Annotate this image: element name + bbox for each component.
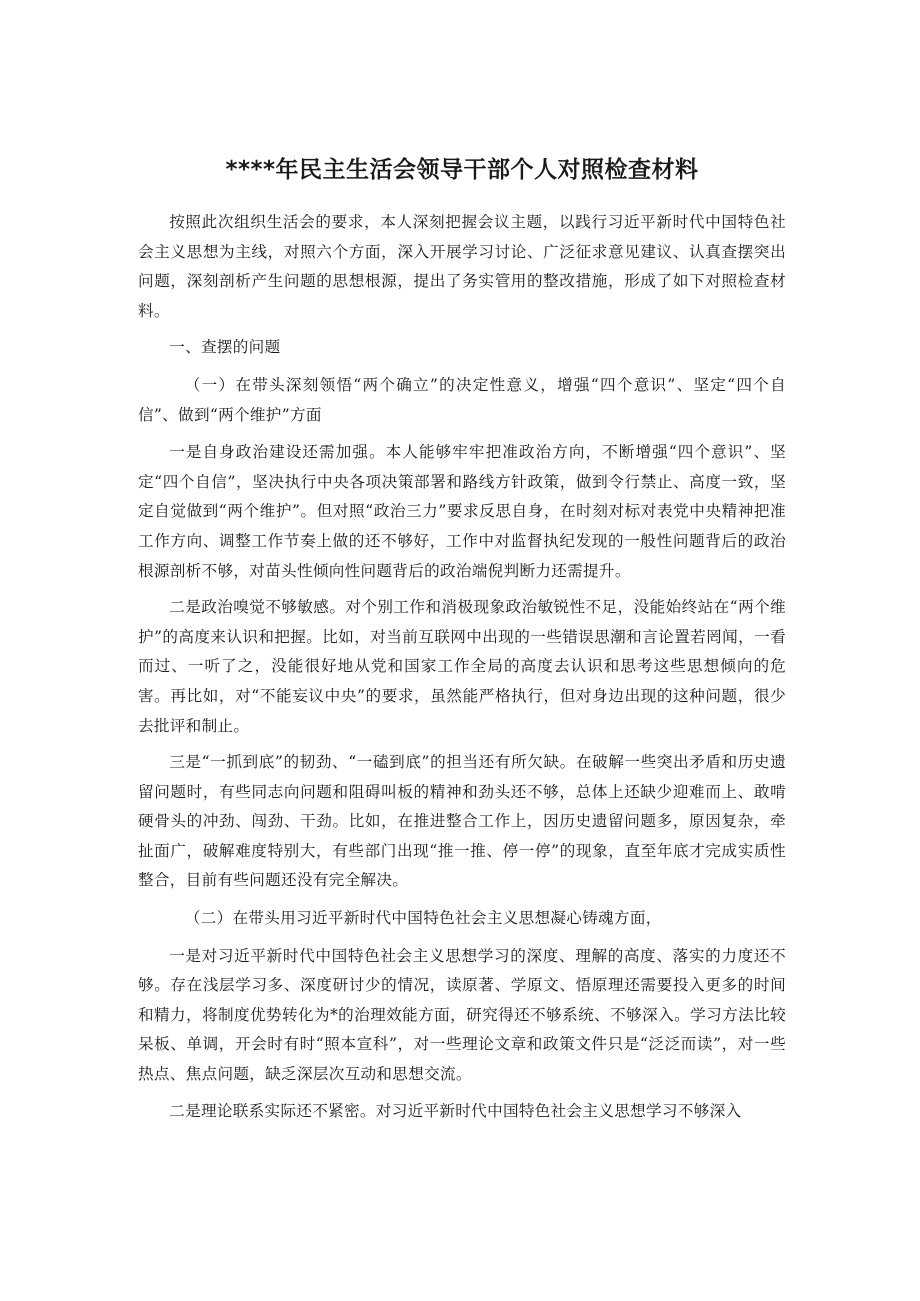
paragraph-theory-practice: 二是理论联系实际还不紧密。对习近平新时代中国特色社会主义思想学习不够深入 [169,1101,742,1120]
paragraph-perseverance: 三是“一抓到底”的韧劲、“一磕到底”的担当还有所欠缺。在破解一些突出矛盾和历史遗留问题时，有些同志向问题和阻碍叫板的精神和劲头还不够，总体上还缺少迎难而上、敢啃硬骨头的冲劲、闯劲、干劲。比如，在推进整合工作上，因历史遗留问题多，原因复杂，牵扯面广，破解难度特别大，有些部门出现“推一推、停一停”的现象，直至年底才完成实质性整合，目前有些问题还没有完全解决。 [138,753,786,890]
subsection-heading-1: （一）在带头深刻领悟“两个确立”的决定性意义，增强“四个意识”、坚定“四个自信”、做到“两个维护”方面 [138,375,786,424]
paragraph-political-sensitivity: 二是政治嗅觉不够敏感。对个别工作和消极现象政治敏锐性不足，没能始终站在“两个维护”的高度来认识和把握。比如，对当前互联网中出现的一些错误思潮和言论置若罔闻，一看而过、一听了之，没能很好地从党和国家工作全局的高度去认识和思考这些思想倾向的危害。再比如，对“不能妄议中央”的要求，虽然能严格执行，但对身边出现的这种问题，很少去批评和制止。 [138,598,786,735]
subsection-heading-2: （二）在带头用习近平新时代中国特色社会主义思想凝心铸魂方面， [184,909,662,928]
intro-paragraph: 按照此次组织生活会的要求，本人深刻把握会议主题，以践行习近平新时代中国特色社会主义思想为主线，对照六个方面，深入开展学习讨论、广泛征求意见建议、认真查摆突出问题，深刻剖析产生问题的思想根源，提出了务实管用的整改措施，形成了如下对照检查材料。 [138,213,786,320]
document-page [138,150,786,1126]
document-title: ****年民主生活会领导干部个人对照检查材料 [225,157,699,183]
paragraph-theory-study: 一是对习近平新时代中国特色社会主义思想学习的深度、理解的高度、落实的力度还不够。存在浅层学习多、深度研讨少的情况，读原著、学原文、悟原理还需要投入更多的时间和精力，将制度优势转化为*的治理效能方面，研究得还不够系统、不够深入。学习方法比较呆板、单调，开会时有时“照本宣科”，对一些理论文章和政策文件只是“泛泛而读”，对一些热点、焦点问题，缺乏深层次互动和思想交流。 [138,946,786,1084]
section-heading-problems: 一、查摆的问题 [169,338,281,357]
paragraph-political-building: 一是自身政治建设还需加强。本人能够牢牢把准政治方向，不断增强“四个意识”、坚定“四个自信”，坚决执行中央各项决策部署和路线方针政策，做到令行禁止、高度一致，坚定自觉做到“两个维护”。但对照“政治三力”要求反思自身，在时刻对标对表党中央精神把准工作方向、调整工作节奏上做的还不够好，工作中对监督执纪发现的一般性问题背后的政治根源剖析不够，对苗头性倾向性问题背后的政治端倪判断力还需提升。 [138,443,786,580]
